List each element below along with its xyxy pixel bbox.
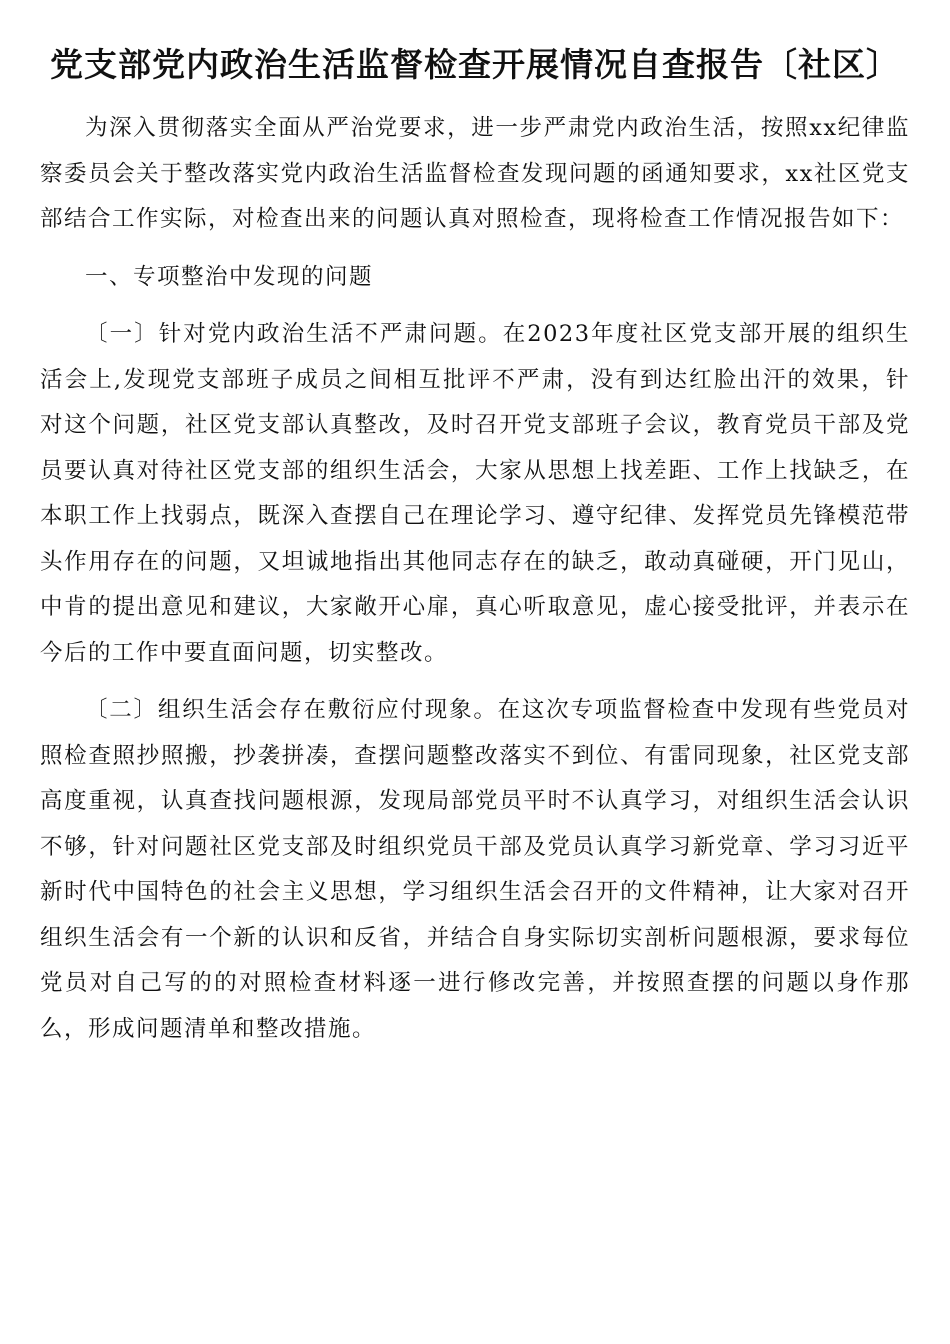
document-page bbox=[40, 40, 910, 1052]
section-heading: 一、专项整治中发现的问题 bbox=[85, 263, 374, 290]
problem-paragraph-1: 〔一〕针对党内政治生活不严肃问题。在2023年度社区党支部开展的组织生活会上,发现党支部班子成员之间相互批评不严肃，没有到达红脸出汗的效果，针对这个问题，社区党支部认真整改，及时召开党支部班子会议，教育党员干部及党员要认真对待社区党支部的组织生活会，大家从思想上找差距、工作上找缺乏，在本职工作上找弱点，既深入查摆自己在理论学习、遵守纪律、发挥党员先锋模范带头作用存在的问题，又坦诚地指出其他同志存在的缺乏，敢动真碰硬，开门见山，中肯的提出意见和建议，大家敞开心扉，真心听取意见，虚心接受批评，并表示在今后的工作中要直面问题，切实整改。 bbox=[40, 321, 910, 666]
intro-paragraph: 为深入贯彻落实全面从严治党要求，进一步严肃党内政治生活，按照xx纪律监察委员会关于整改落实党内政治生活监督检查发现问题的函通知要求，xx社区党支部结合工作实际，对检查出来的问题认真对照检查，现将检查工作情况报告如下： bbox=[40, 115, 910, 232]
document-title: 党支部党内政治生活监督检查开展情况自查报告〔社区〕 bbox=[50, 45, 900, 84]
problem-paragraph-2: 〔二〕组织生活会存在敷衍应付现象。在这次专项监督检查中发现有些党员对照检查照抄照搬，抄袭拼凑，查摆问题整改落实不到位、有雷同现象，社区党支部高度重视，认真查找问题根源，发现局部党员平时不认真学习，对组织生活会认识不够，针对问题社区党支部及时组织党员干部及党员认真学习新党章、学习习近平新时代中国特色的社会主义思想，学习组织生活会召开的文件精神，让大家对召开组织生活会有一个新的认识和反省，并结合自身实际切实剖析问题根源，要求每位党员对自己写的的对照检查材料逐一进行修改完善，并按照查摆的问题以身作那么，形成问题清单和整改措施。 bbox=[40, 697, 910, 1042]
